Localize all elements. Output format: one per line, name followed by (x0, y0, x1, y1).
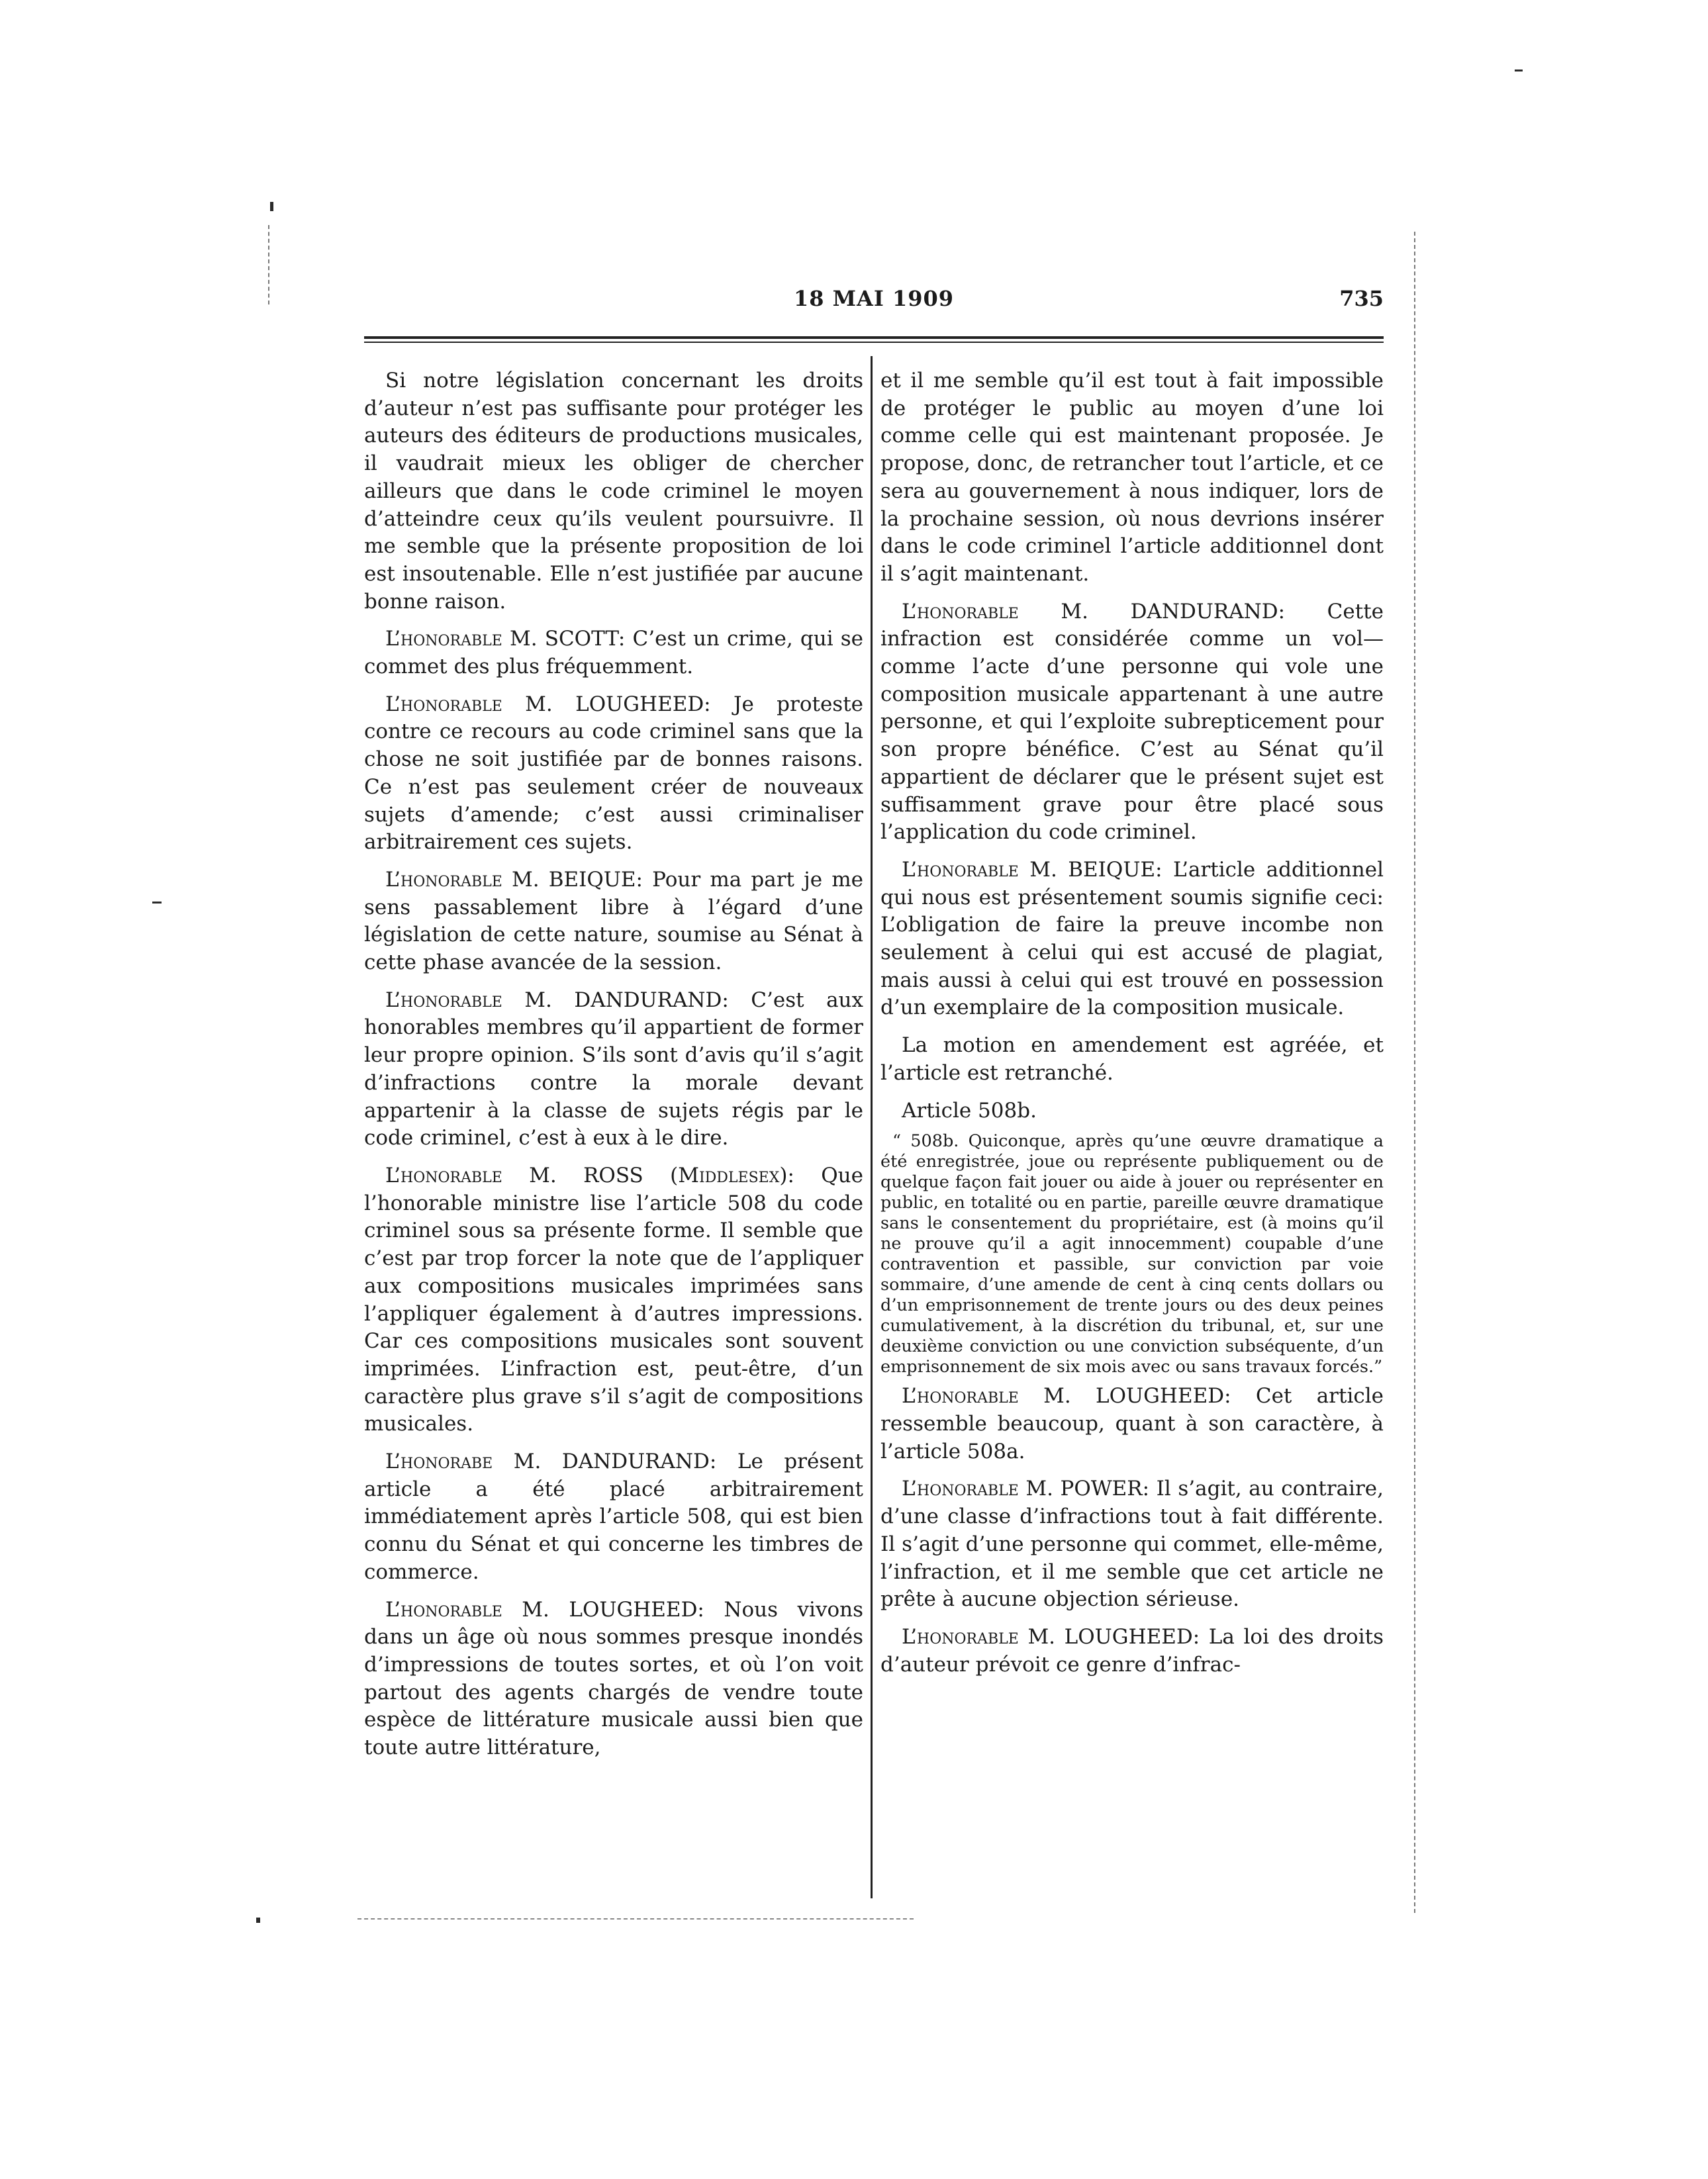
paragraph-continuation: et il me semble qu’il est tout à fait impossible de protéger le public au moyen d’une loi comme celle qui est maintenant proposée. Je propose, donc, de retrancher tout l’article, et ce sera au gouvernement à nous indiquer, lors de la prochaine session, où nous devrions insérer dans le code criminel l’article additionnel dont il s’agit maintenant. (880, 369, 1384, 586)
paragraph: L’honorable M. LOUGHEED: Nous vivons dans un âge où nous sommes presque inondés d’impressions de toutes sortes, et où l’on voit partout des agents chargés de vendre toute espèce de littérature musicale aussi bien que toute autre littérature, (364, 1597, 863, 1760)
scan-edge-line-left (268, 225, 269, 304)
paragraph: L’honorable M. SCOTT: C’est un crime, qui se commet des plus fréquemment. (364, 627, 864, 679)
paragraph: L’honorable M. LOUGHEED: La loi des droits d’auteur prévoit ce genre d’infrac- (880, 1624, 1384, 1677)
document-page (364, 278, 1384, 1920)
paragraph: L’honorable M. ROSS (Middlesex): Que l’honorable ministre lise l’article 508 du code criminel sous sa présente forme. Il semble que c’est par trop forcer la note que de l’appliquer aux compositions musicales imprimées sans l’appliquer également à d’autres impressions. Car ces compositions musicales sont souvent imprimées. L’infraction est, peut-être, d’un caractère plus grave s’il s’agit de compositions musicales. (364, 1163, 863, 1436)
page-date: 18 MAI 1909 (793, 286, 955, 311)
speaker-name: L’honorable M. LOUGHEED: (902, 1384, 1231, 1409)
speaker-name: L’honorable M. BEIQUE: (385, 867, 643, 892)
speaker-name: L’honorable M. DANDURAND: (385, 988, 729, 1012)
paragraph: L’honorable M. BEIQUE: Pour ma part je me sens passablement libre à l’égard d’une législation de cette nature, soumise au Sénat à cette phase avancée de la session. (364, 867, 863, 975)
speaker-name: L’honorable M. LOUGHEED: (385, 1597, 704, 1622)
speaker-name: L’honorable M. DANDURAND: (902, 599, 1286, 624)
speaker-name: L’honorable M. ROSS (Middlesex): (385, 1163, 794, 1187)
column-divider (871, 356, 873, 1898)
paragraph: L’honorable M. BEIQUE: L’article additionnel qui nous est présentement soumis signifie ceci: L’obligation de faire la preuve incombe non seulement à celui qui est accusé de plagiat, mais aussi à celui qui est trouvé en possession d’un exemplaire de la composition musicale. (880, 857, 1384, 1020)
speaker-name: L’honorabe M. DANDURAND: (385, 1450, 717, 1474)
article-heading: Article 508b. (902, 1098, 1037, 1123)
speaker-name: L’honorable M. LOUGHEED: (902, 1624, 1200, 1649)
right-column (880, 367, 1384, 1689)
page-number: 735 (1339, 286, 1384, 311)
speaker-name: L’honorable M. SCOTT: (385, 627, 626, 651)
header-double-rule (364, 336, 1384, 343)
scan-mark (152, 902, 162, 904)
speaker-name: L’honorable M. BEIQUE: (902, 857, 1162, 882)
paragraph: Si notre législation concernant les droits d’auteur n’est pas suffisante pour protéger les auteurs des éditeurs de productions musicales, il vaudrait mieux les obliger de chercher ailleurs que dans le code criminel le moyen d’atteindre ceux qu’ils veulent poursuivre. Il me semble que la présente proposition de loi est insoutenable. Elle n’est justifiée par aucune bonne raison. (364, 369, 863, 614)
running-head (364, 286, 1384, 326)
scan-mark (1515, 70, 1523, 71)
paragraph: L’honorable M. DANDURAND: C’est aux honorables membres qu’il appartient de former leur propre opinion. S’ils sont d’avis qu’il s’agit d’infractions contre la morale devant appartenir à la classe de sujets régis par le code criminel, c’est à eux à le dire. (364, 988, 863, 1150)
bottom-rule (357, 1918, 914, 1920)
paragraph: L’honorable M. DANDURAND: Cette infraction est considérée comme un vol—comme l’acte d’une personne qui vole une composition musicale appartenant à une autre personne, et qui l’exploite subrepticement pour son propre bénéfice. C’est au Sénat qu’il appartient de déclarer que le présent sujet est suffisamment grave pour être placé sous l’application du code criminel. (880, 599, 1384, 845)
speaker-name: L’honorable M. LOUGHEED: (385, 692, 711, 716)
article-quote: “ 508b. Quiconque, après qu’une œuvre dramatique a été enregistrée, joue ou représente publiquement ou de quelque façon fait jouer ou aide à jouer ou représenter en public, en totalité ou en partie, pareille œuvre dramatique sans le consentement du propriétaire, est (à moins qu’il ne prouve qu’il a agit innocemment) coupable d’une contravention et passible, sur conviction par voie sommaire, d’une amende de cent à cinq cents dollars ou d’un emprisonnement de trente jours ou des deux peines cumulativement, à la discrétion du tribunal, et, sur une deuxième conviction ou une conviction subséquente, d’un emprisonnement de six mois avec ou sans travaux forcés.” (880, 1131, 1384, 1377)
scan-edge-line-right (1414, 232, 1415, 1913)
scan-mark (256, 1918, 260, 1923)
paragraph: L’honorable M. LOUGHEED: Cet article ressemble beaucoup, quant à son caractère, à l’article 508a. (880, 1384, 1384, 1463)
paragraph: L’honorabe M. DANDURAND: Le présent article a été placé arbitrairement immédiatement après l’article 508, qui est bien connu du Sénat et qui concerne les timbres de commerce. (364, 1450, 864, 1584)
paragraph: L’honorable M. LOUGHEED: Je proteste contre ce recours au code criminel sans que la chose ne soit justifiée par de bonnes raisons. Ce n’est pas seulement créer de nouveaux sujets d’amende; c’est aussi criminaliser arbitrairement ces sujets. (364, 692, 864, 855)
paragraph: La motion en amendement est agréée, et l’article est retranché. (880, 1033, 1384, 1085)
paragraph: L’honorable M. POWER: Il s’agit, au contraire, d’une classe d’infractions tout à fait différente. Il s’agit d’une personne qui commet, elle-même, l’infraction, et il me semble que cet article ne prête à aucune objection sérieuse. (880, 1477, 1384, 1612)
speaker-name: L’honorable M. POWER: (902, 1477, 1150, 1501)
left-column (364, 367, 863, 1772)
scan-mark (270, 202, 273, 211)
